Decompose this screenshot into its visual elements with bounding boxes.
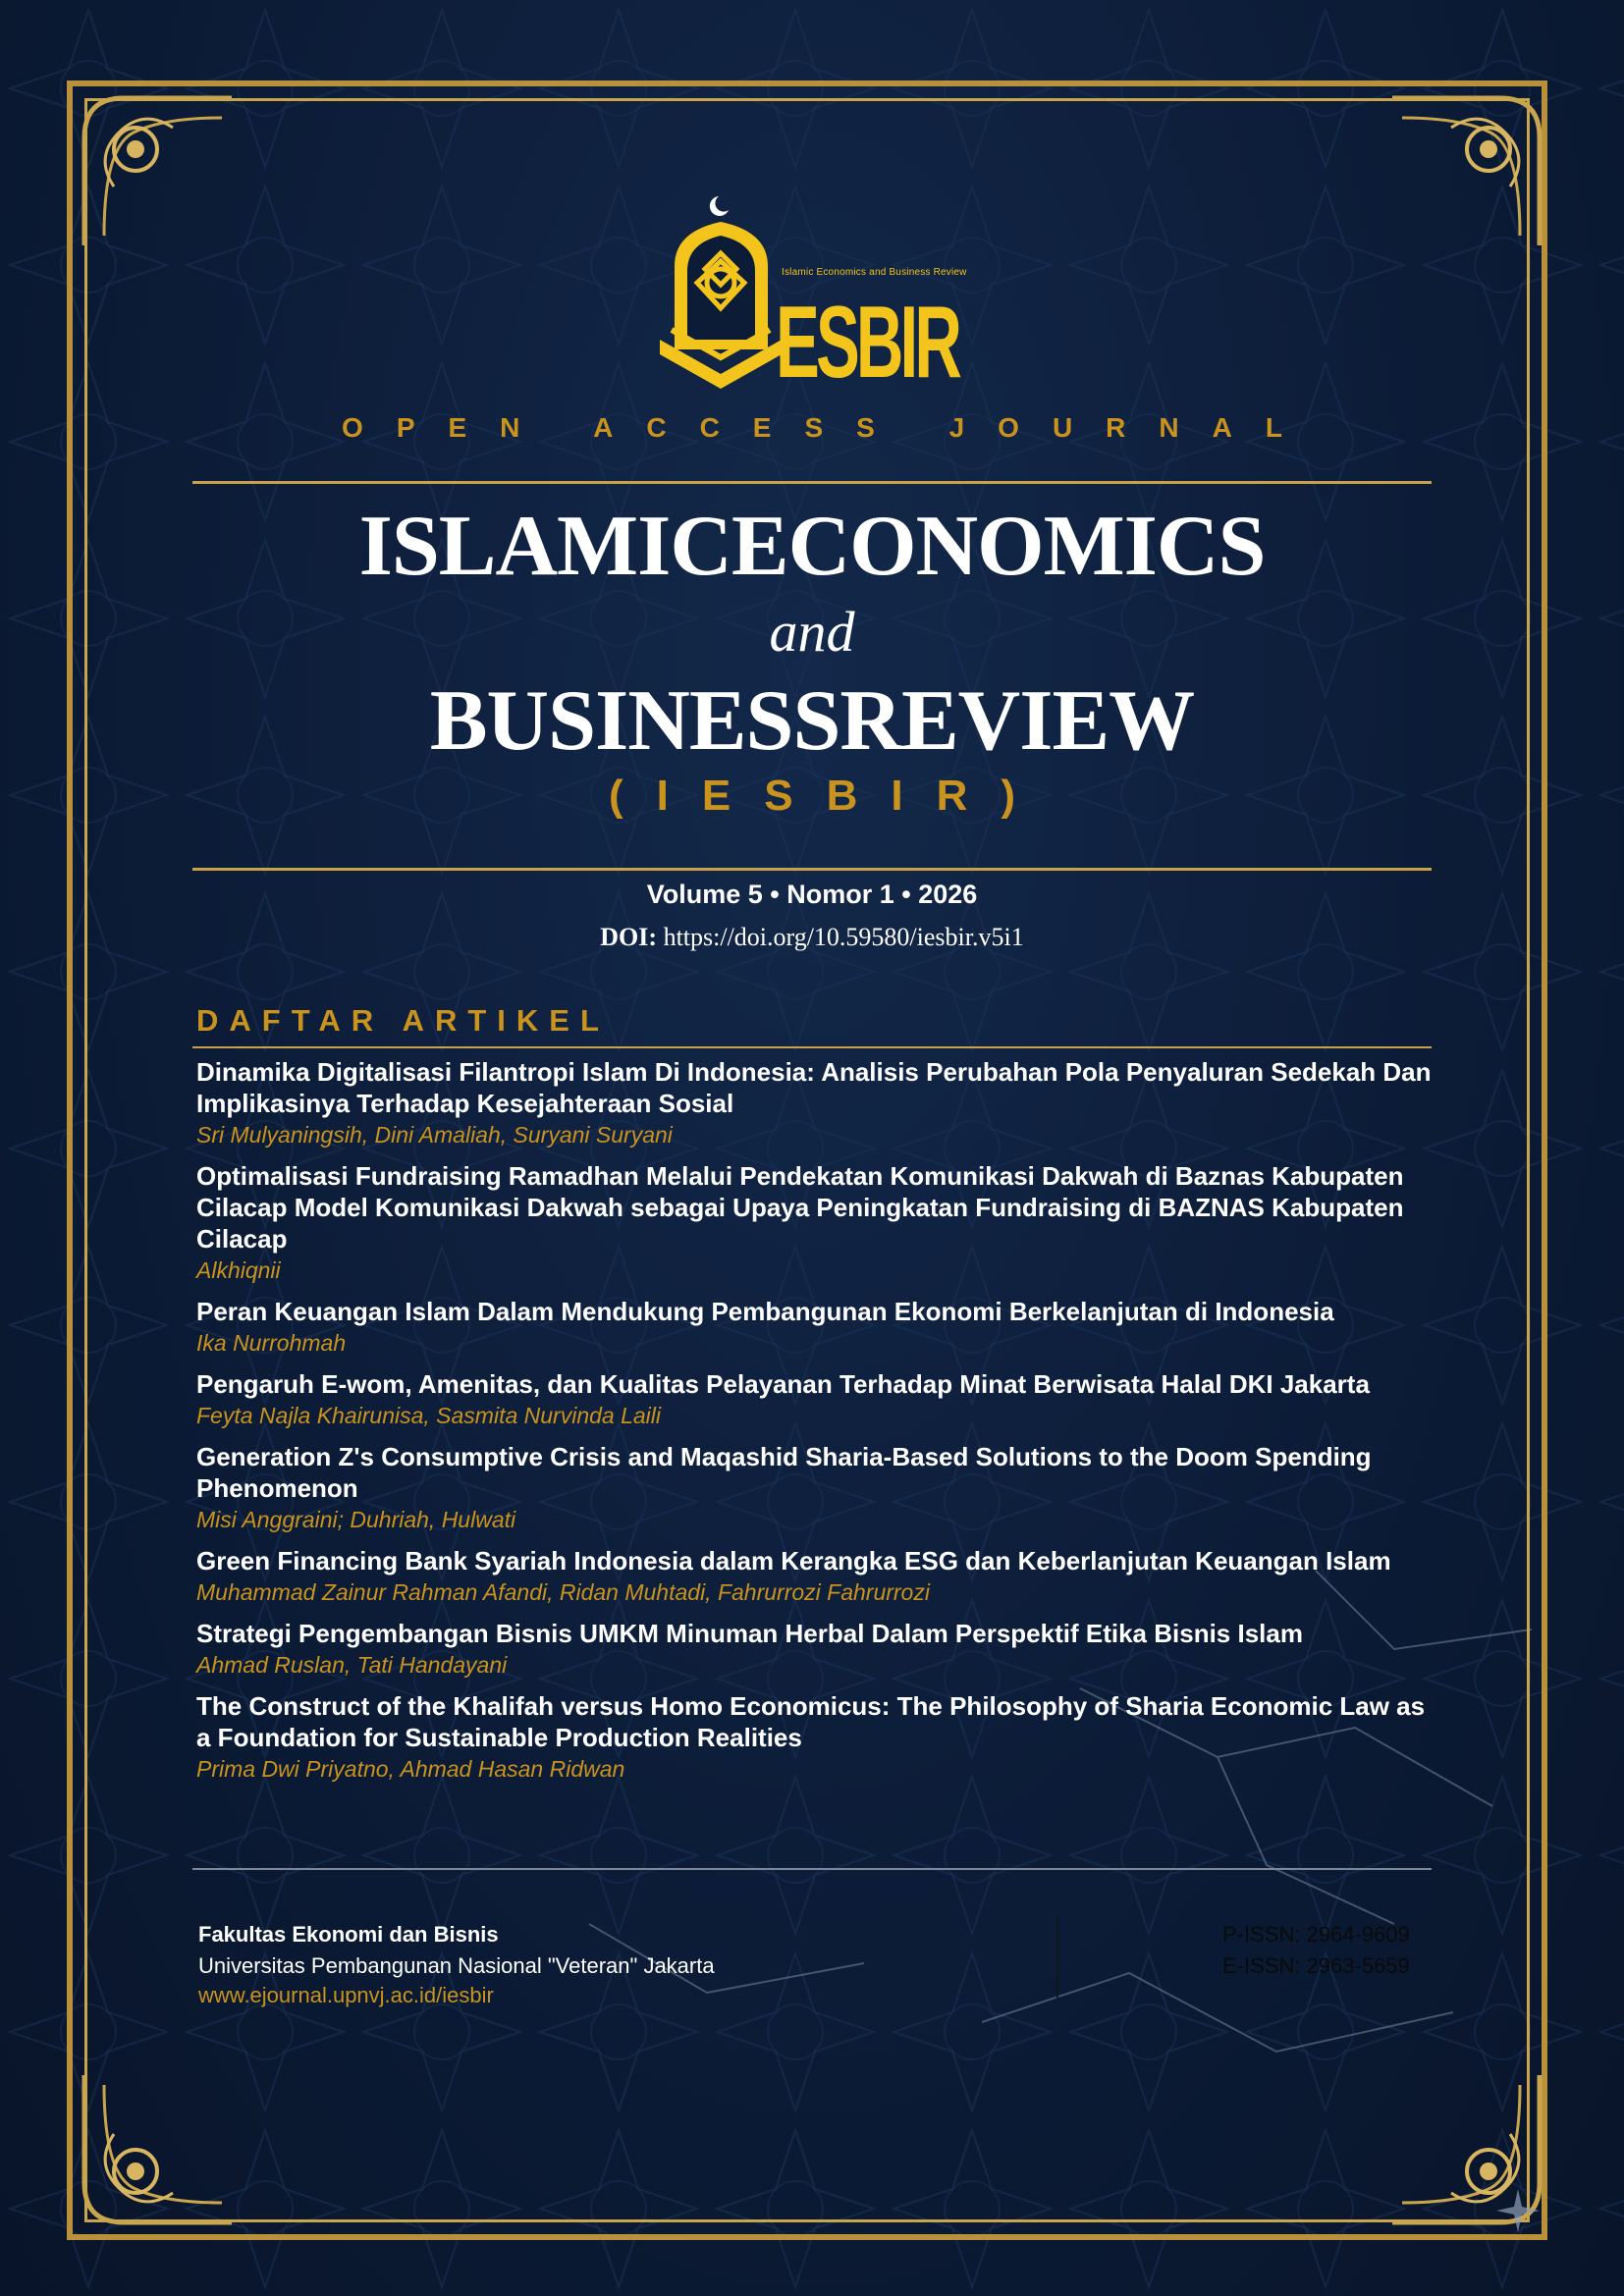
divider-toc xyxy=(192,1046,1432,1048)
doi-label: DOI: xyxy=(600,923,658,951)
publisher-faculty: Fakultas Ekonomi dan Bisnis xyxy=(198,1922,499,1947)
article-list xyxy=(196,1056,1434,1794)
list-item[interactable] xyxy=(196,1545,1434,1608)
journal-acronym: (IESBIR) xyxy=(609,772,1049,820)
toc-heading: DAFTAR ARTIKEL xyxy=(196,1003,610,1038)
article-title[interactable]: Optimalisasi Fundraising Ramadhan Melalui Pendekatan Komunikasi Dakwah di Baznas Kabupaten Cilacap Model Komunikasi Dakwah sebagai Upaya Peningkatan Fundraising di BAZNAS Kabupaten Cilacap xyxy=(196,1161,1404,1254)
journal-title-line2: BUSINESSREVIEW xyxy=(429,673,1195,769)
print-issn: P-ISSN: 2964-9609 xyxy=(1222,1922,1410,1947)
corner-ornament-top-right xyxy=(1382,88,1549,255)
journal-website-link[interactable]: www.ejournal.upnvj.ac.id/iesbir xyxy=(198,1983,494,2007)
logo-small-text: Islamic Economics and Business Review xyxy=(782,267,967,278)
article-authors: Sri Mulyaningsih, Dini Amaliah, Suryani Suryani xyxy=(196,1122,673,1148)
list-item[interactable] xyxy=(196,1368,1434,1431)
list-item[interactable] xyxy=(196,1618,1434,1681)
article-title[interactable]: Dinamika Digitalisasi Filantropi Islam Di Indonesia: Analisis Perubahan Pola Penyaluran Sedekah Dan Implikasinya Terhadap Kesejahteraan Sosial xyxy=(196,1057,1432,1118)
article-title[interactable]: Pengaruh E-wom, Amenitas, dan Kualitas Pelayanan Terhadap Minat Berwisata Halal DKI Jakarta xyxy=(196,1369,1370,1399)
footer-vertical-divider xyxy=(1056,1918,1058,1999)
electronic-issn: E-ISSN: 2963-5659 xyxy=(1222,1953,1410,1978)
journal-title-and: and xyxy=(769,600,855,664)
article-authors: Alkhiqnii xyxy=(196,1257,281,1283)
divider-middle xyxy=(192,868,1432,871)
list-item[interactable] xyxy=(196,1441,1434,1535)
journal-title-line1: ISLAMICECONOMICS xyxy=(358,499,1266,594)
publisher-university: Universitas Pembangunan Nasional "Veteran" Jakarta xyxy=(198,1953,715,1978)
article-title[interactable]: The Construct of the Khalifah versus Homo Economicus: The Philosophy of Sharia Economic Law as a Foundation for Sustainable Production Realities xyxy=(196,1691,1426,1752)
list-item[interactable] xyxy=(196,1296,1434,1359)
list-item[interactable] xyxy=(196,1056,1434,1150)
article-authors: Misi Anggraini; Duhriah, Hulwati xyxy=(196,1507,516,1532)
corner-ornament-top-left xyxy=(75,88,242,255)
article-authors: Ika Nurrohmah xyxy=(196,1330,347,1356)
list-item[interactable] xyxy=(196,1690,1434,1785)
issue-volume: Volume 5 • Nomor 1 • 2026 xyxy=(646,880,978,909)
article-authors: Ahmad Ruslan, Tati Handayani xyxy=(196,1652,508,1678)
divider-top xyxy=(192,481,1432,484)
issue-doi xyxy=(0,923,1624,952)
open-access-label: OPEN ACCESS JOURNAL xyxy=(342,412,1316,443)
crescent-icon xyxy=(710,196,729,216)
list-item[interactable] xyxy=(196,1160,1434,1286)
article-authors: Feyta Najla Khairunisa, Sasmita Nurvinda Laili xyxy=(196,1403,661,1428)
corner-ornament-bottom-left xyxy=(75,2065,242,2232)
article-title[interactable]: Peran Keuangan Islam Dalam Mendukung Pembangunan Ekonomi Berkelanjutan di Indonesia xyxy=(196,1297,1334,1326)
article-title[interactable]: Generation Z's Consumptive Crisis and Maqashid Sharia-Based Solutions to the Doom Spending Phenomenon xyxy=(196,1442,1372,1503)
article-title[interactable]: Strategi Pengembangan Bisnis UMKM Minuman Herbal Dalam Perspektif Etika Bisnis Islam xyxy=(196,1619,1303,1648)
iesbir-logo xyxy=(660,192,964,400)
article-authors: Muhammad Zainur Rahman Afandi, Ridan Muhtadi, Fahrurrozi Fahrurrozi xyxy=(196,1579,930,1605)
logo-wordmark: ESBIR xyxy=(776,286,961,400)
article-authors: Prima Dwi Priyatno, Ahmad Hasan Ridwan xyxy=(196,1756,625,1782)
article-title[interactable]: Green Financing Bank Syariah Indonesia dalam Kerangka ESG dan Keberlanjutan Keuangan Islam xyxy=(196,1546,1391,1575)
sparkle-icon xyxy=(1494,2187,1542,2234)
doi-link[interactable]: https://doi.org/10.59580/iesbir.v5i1 xyxy=(663,923,1024,951)
divider-footer xyxy=(192,1868,1432,1870)
